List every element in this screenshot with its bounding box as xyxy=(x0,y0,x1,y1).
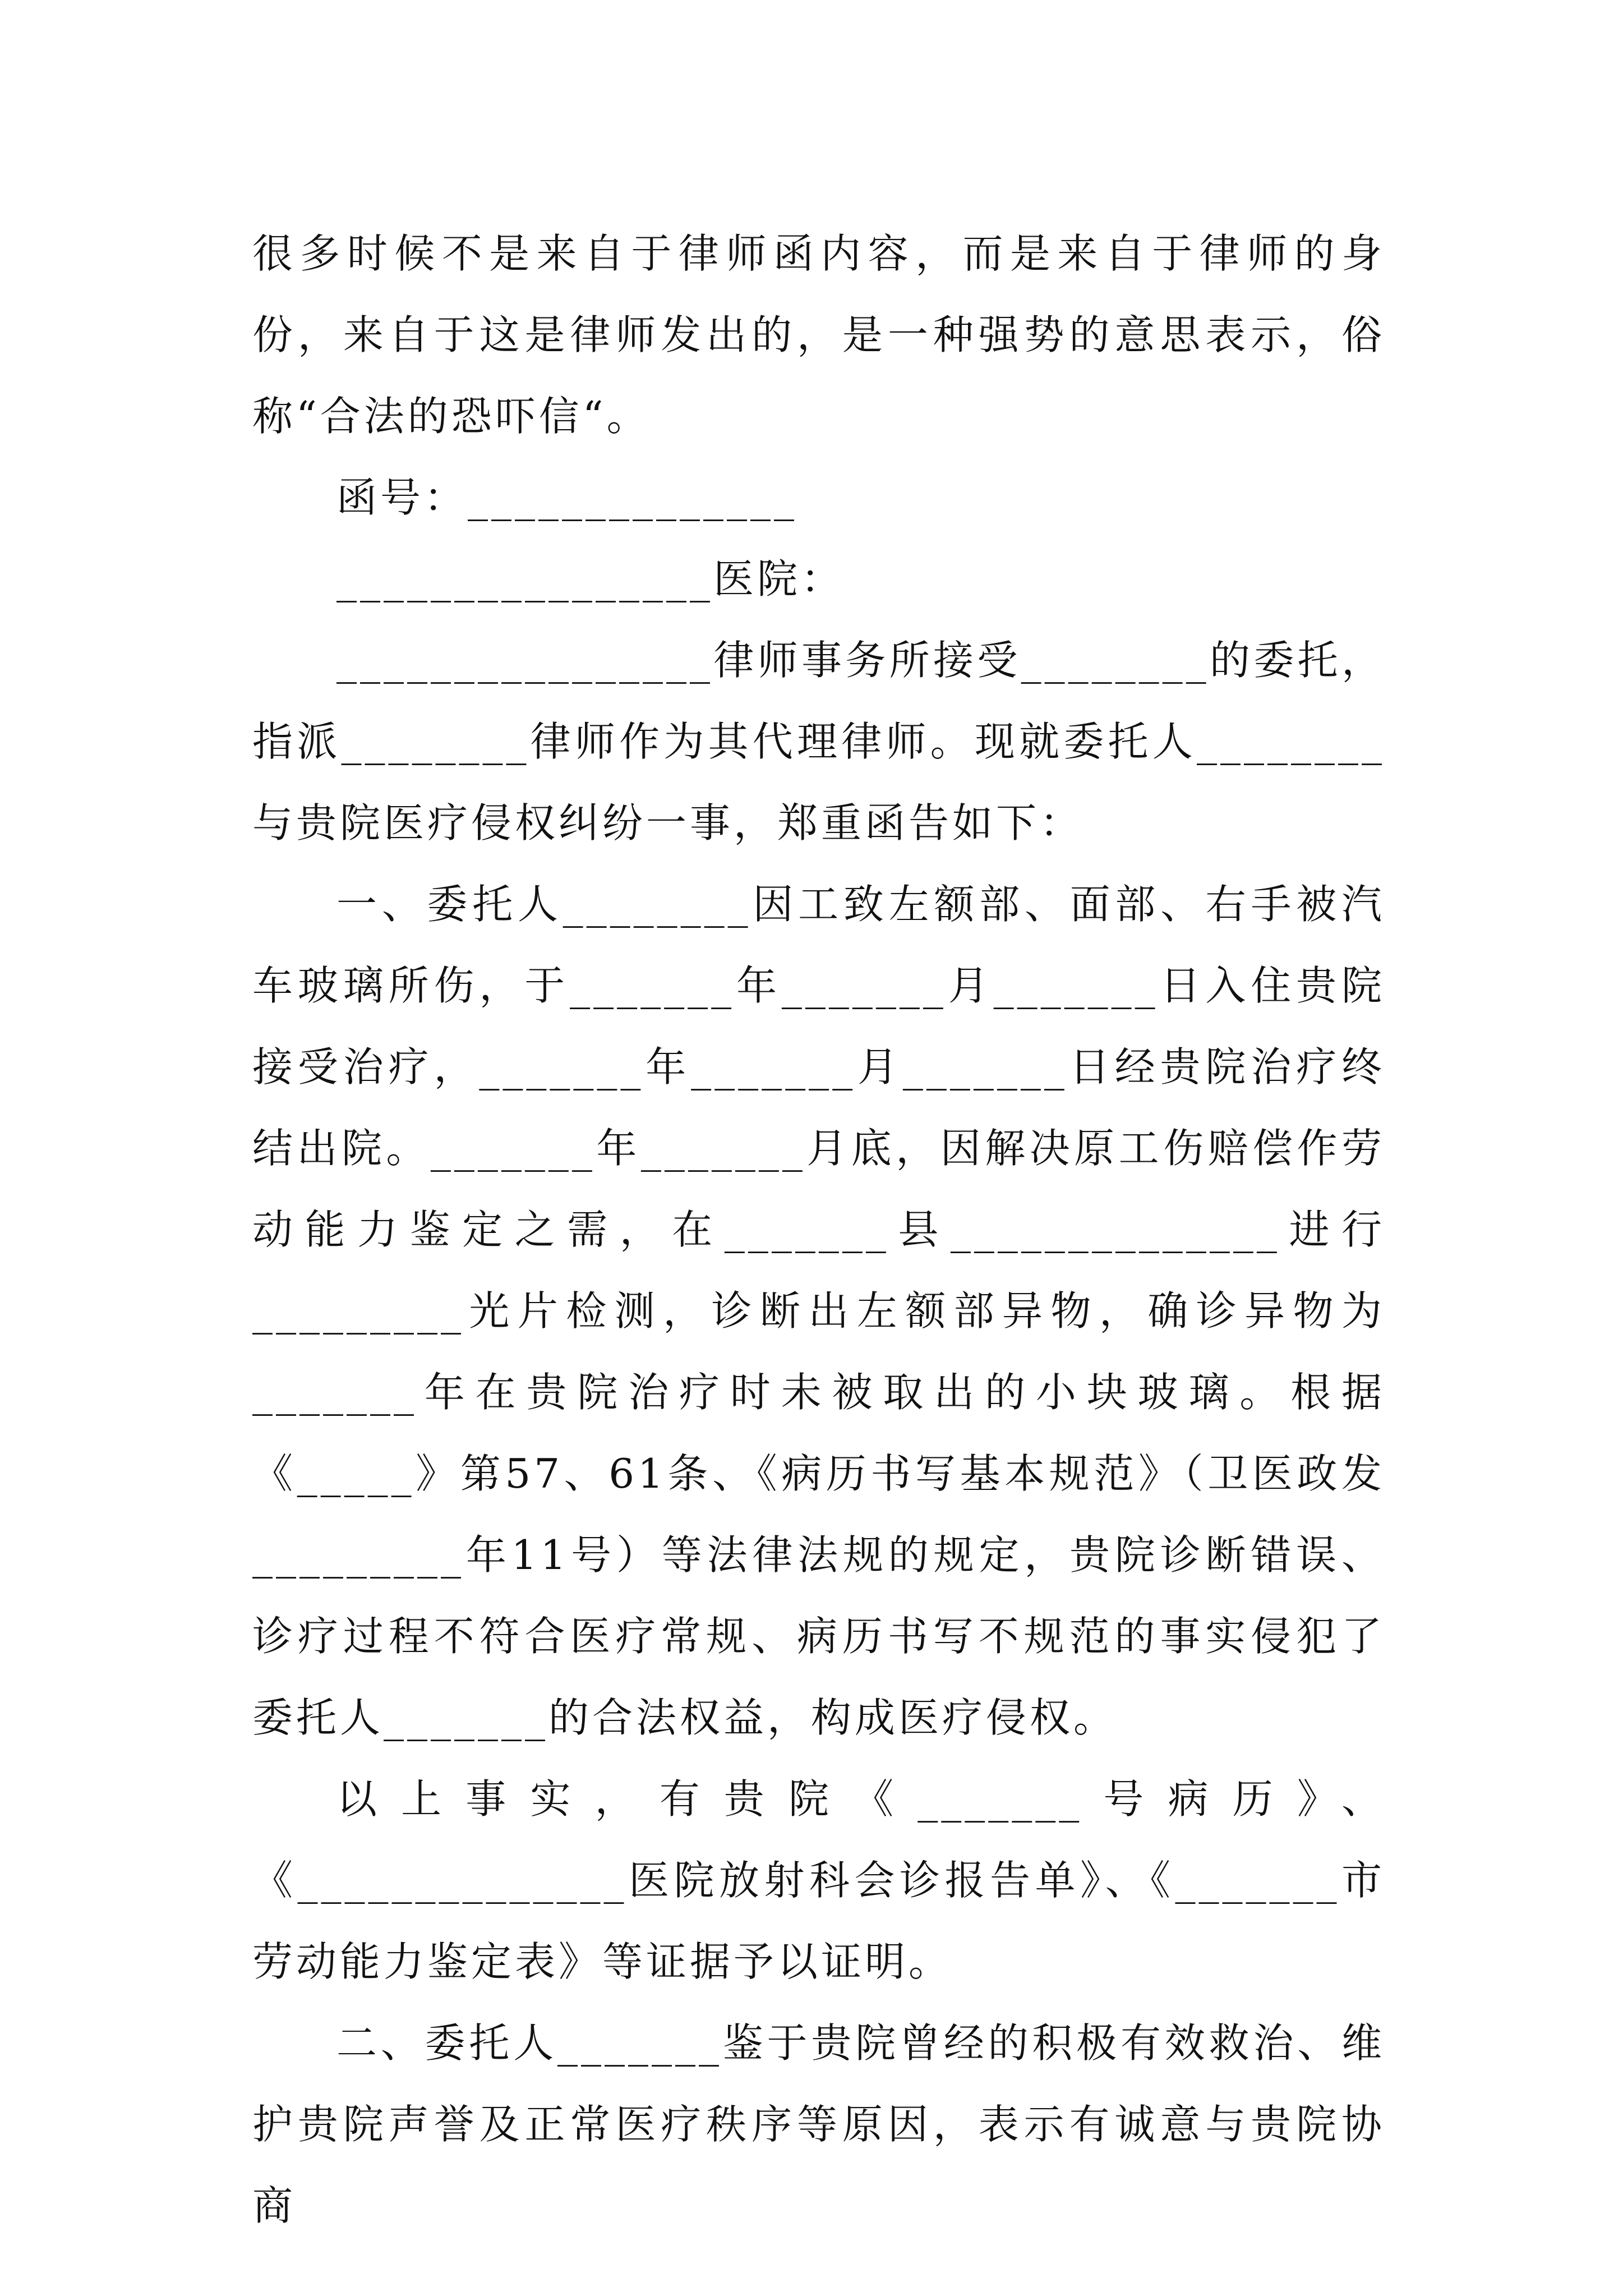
letter-number-line: 函号：______________ xyxy=(336,474,798,521)
intro-paragraph: 很多时候不是来自于律师函内容，而是来自于律师的身份，来自于这是律师发出的，是一种强势的意思表示，俗称“合法的恐吓信“。 xyxy=(252,230,1385,440)
evidence-paragraph: 以上事实，有贵院《_______号病历》、《______________医院放射科会诊报告单》、《_______市劳动能力鉴定表》等证据予以证明。 xyxy=(252,1775,1385,1985)
fact-paragraph-one: 一、委托人________因工致左额部、面部、右手被汽车玻璃所伤，于_______年_______月_______日入住贵院接受治疗，_______年_______月_______日经贵院治疗终结出院。_______年_______月底，因解决原工伤赔偿作劳动能力鉴定之需，在_______县______________进行_________光片检测，诊断出左额部异物，确诊异物为_______年在贵院治疗时未被取出的小块玻璃。根据《_____》第57、61条、《病历书写基本规范》（卫医政发_________年11号）等法律法规的规定，贵院诊断错误、诊疗过程不符合医疗常规、病历书写不规范的事实侵犯了委托人_______的合法权益，构成医疗侵权。 xyxy=(252,881,1385,1741)
fact-paragraph-two: 二、委托人_______鉴于贵院曾经的积极有效救治、维护贵院声誉及正常医疗秩序等原因，表示有诚意与贵院协商 xyxy=(252,2019,1385,2229)
letter-body xyxy=(252,213,1385,2247)
engagement-paragraph: ________________律师事务所接受________的委托，指派________律师作为其代理律师。现就委托人________与贵院医疗侵权纠纷一事，郑重函告如下： xyxy=(252,637,1385,846)
recipient-hospital-line: ________________医院： xyxy=(336,555,845,602)
